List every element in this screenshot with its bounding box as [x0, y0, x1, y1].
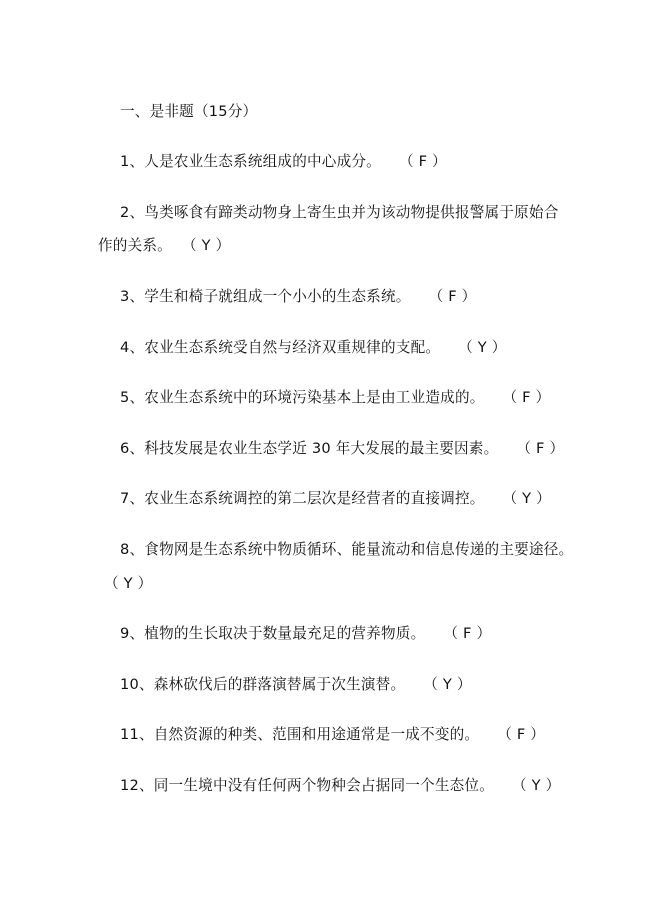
question-2-line-1 [120, 203, 559, 223]
question-12 [120, 776, 560, 796]
question-6 [120, 439, 564, 459]
question-2-line-2 [98, 236, 230, 256]
answer-mark: （ F ） [516, 440, 565, 457]
question-11 [120, 725, 545, 745]
question-9 [120, 624, 491, 644]
question-text: 11、自然资源的种类、范围和用途通常是一成不变的。 [120, 726, 480, 743]
question-text: 10、森林砍伐后的群落演替属于次生演替。 [120, 676, 406, 693]
question-text: 1、人是农业生态系统组成的中心成分。 [120, 153, 381, 170]
answer-mark: （ F ） [428, 288, 477, 305]
question-text-continued: 作的关系。 [98, 237, 172, 254]
answer-mark: （ F ） [443, 625, 492, 642]
question-8-line-1 [120, 540, 573, 560]
question-1 [120, 152, 447, 172]
question-text: 3、学生和椅子就组成一个小小的生态系统。 [120, 288, 411, 305]
section-title [120, 102, 257, 122]
answer-mark: （ F ） [398, 153, 447, 170]
question-text: 9、植物的生长取决于数量最充足的营养物质。 [120, 625, 426, 642]
question-7 [120, 489, 551, 509]
question-text: 4、农业生态系统受自然与经济双重规律的支配。 [120, 339, 441, 356]
question-text: 8、食物网是生态系统中物质循环、能量流动和信息传递的主要途径。 [120, 541, 574, 558]
question-text: 7、农业生态系统调控的第二层次是经营者的直接调控。 [120, 490, 485, 507]
answer-mark: （ Y ） [502, 490, 551, 507]
answer-mark: （ F ） [497, 726, 546, 743]
section-title-text: 一、是非题（15分） [120, 103, 258, 120]
question-text: 6、科技发展是农业生态学近 30 年大发展的最主要因素。 [120, 440, 499, 457]
question-8-line-2 [104, 574, 152, 594]
answer-mark: （ Y ） [458, 339, 507, 356]
answer-mark: （ Y ） [423, 676, 472, 693]
question-text: 5、农业生态系统中的环境污染基本上是由工业造成的。 [120, 389, 485, 406]
question-5 [120, 388, 550, 408]
answer-mark: （ Y ） [104, 575, 153, 592]
answer-mark: （ Y ） [512, 777, 561, 794]
answer-mark: （ F ） [502, 389, 551, 406]
question-text: 2、鸟类啄食有蹄类动物身上寄生虫并为该动物提供报警属于原始合 [120, 204, 559, 221]
question-text: 12、同一生境中没有任何两个物种会占据同一个生态位。 [120, 777, 495, 794]
answer-mark: （ Y ） [181, 237, 231, 254]
question-10 [120, 675, 472, 695]
question-3 [120, 287, 476, 307]
question-4 [120, 338, 507, 358]
